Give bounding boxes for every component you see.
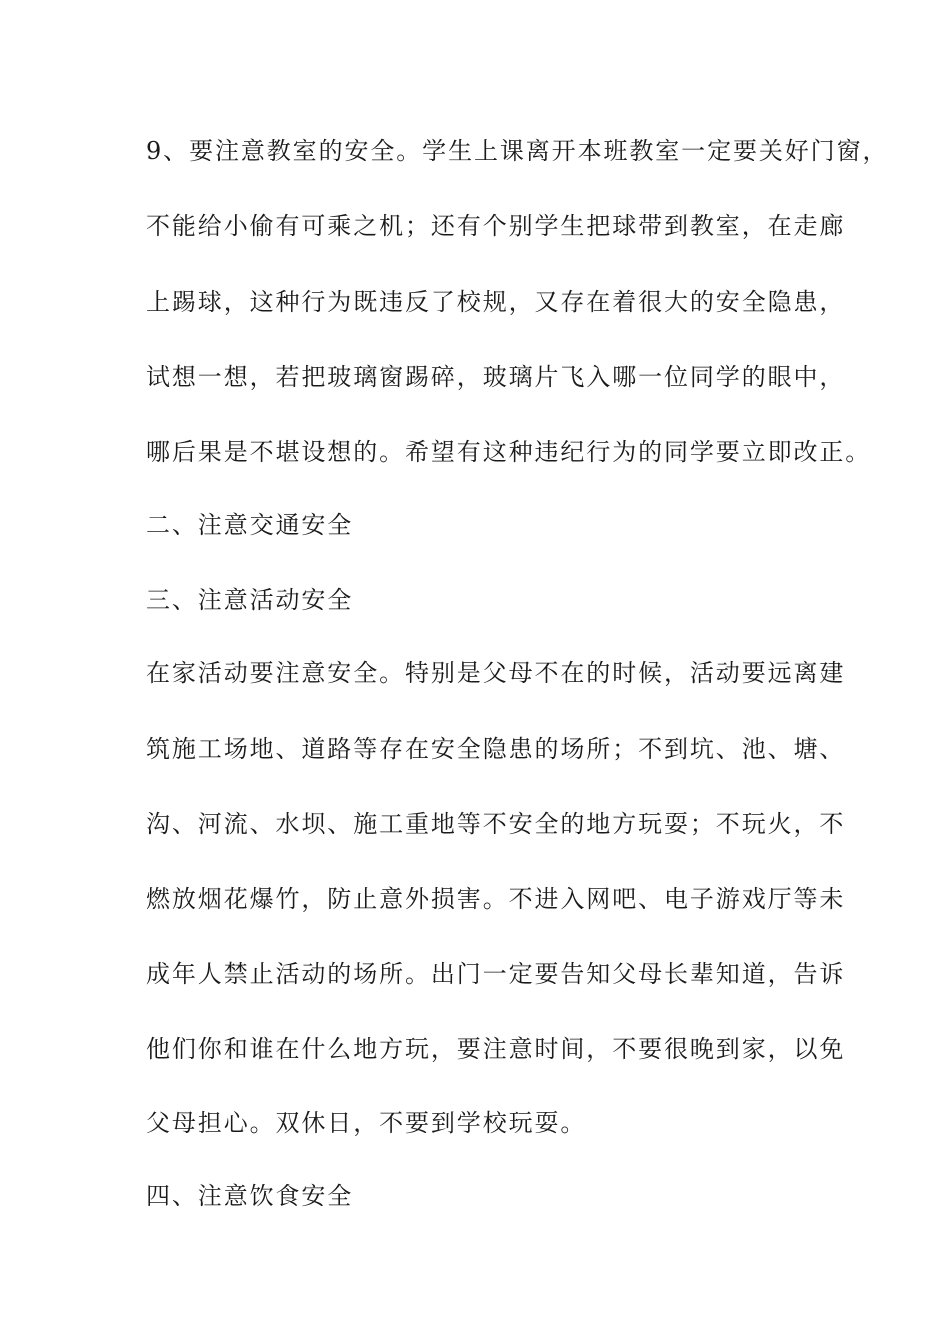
paragraph-classroom-safety-line-4: 试想一想，若把玻璃窗踢碎，玻璃片飞入哪一位同学的眼中， [146, 363, 846, 391]
paragraph-activity-line-4: 燃放烟花爆竹，防止意外损害。不进入网吧、电子游戏厅等未 [146, 885, 846, 913]
paragraph-classroom-safety-line-2: 不能给小偷有可乘之机；还有个别学生把球带到教室，在走廊 [146, 212, 846, 240]
paragraph-activity-line-7: 父母担心。双休日，不要到学校玩耍。 [146, 1109, 587, 1137]
paragraph-activity-line-2: 筑施工场地、道路等存在安全隐患的场所；不到坑、池、塘、 [146, 735, 846, 763]
heading-activity-safety: 三、注意活动安全 [146, 586, 354, 614]
paragraph-activity-line-3: 沟、河流、水坝、施工重地等不安全的地方玩耍；不玩火，不 [146, 810, 846, 838]
paragraph-classroom-safety-line-3: 上踢球，这种行为既违反了校规，又存在着很大的安全隐患， [146, 288, 846, 316]
paragraph-activity-line-6: 他们你和谁在什么地方玩，要注意时间，不要很晚到家，以免 [146, 1035, 846, 1063]
paragraph-activity-line-1: 在家活动要注意安全。特别是父母不在的时候，活动要远离建 [146, 659, 846, 687]
heading-traffic-safety: 二、注意交通安全 [146, 511, 354, 539]
paragraph-classroom-safety-line-1: 9、要注意教室的安全。学生上课离开本班教室一定要关好门窗， [146, 137, 889, 165]
heading-food-safety: 四、注意饮食安全 [146, 1182, 354, 1210]
paragraph-classroom-safety-line-5: 哪后果是不堪设想的。希望有这种违纪行为的同学要立即改正。 [146, 438, 872, 466]
paragraph-activity-line-5: 成年人禁止活动的场所。出门一定要告知父母长辈知道，告诉 [146, 960, 846, 988]
